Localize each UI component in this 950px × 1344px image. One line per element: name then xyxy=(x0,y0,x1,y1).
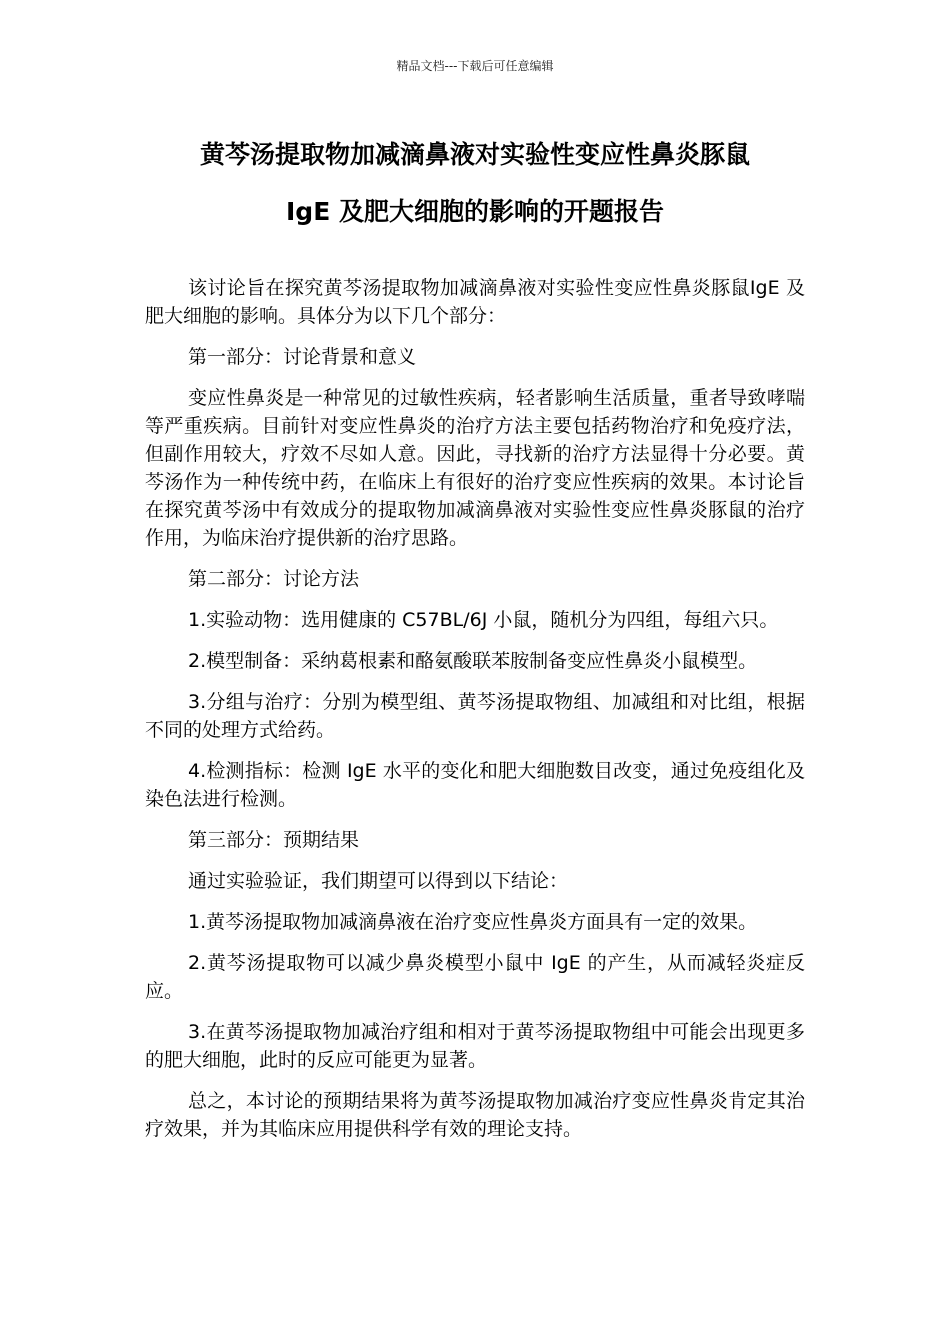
intro-paragraph: 该讨论旨在探究黄芩汤提取物加减滴鼻液对实验性变应性鼻炎豚鼠IgE 及肥大细胞的影响。具体分为以下几个部分： xyxy=(145,277,805,327)
document-title-line-1: 黄芩汤提取物加减滴鼻液对实验性变应性鼻炎豚鼠 xyxy=(199,140,750,169)
method-item-2: 2.模型制备：采纳葛根素和酪氨酸联苯胺制备变应性鼻炎小鼠模型。 xyxy=(188,650,758,672)
document-title-line-2: IgE 及肥大细胞的影响的开题报告 xyxy=(286,197,664,226)
section-heading-part-3: 第三部分：预期结果 xyxy=(188,829,360,851)
section-heading-part-2: 第二部分：讨论方法 xyxy=(188,568,360,590)
expected-intro-paragraph: 通过实验验证，我们期望可以得到以下结论： xyxy=(188,870,569,892)
method-item-1: 1.实验动物：选用健康的 C57BL/6J 小鼠，随机分为四组，每组六只。 xyxy=(188,609,779,631)
conclusion-paragraph: 总之，本讨论的预期结果将为黄芩汤提取物加减治疗变应性鼻炎肯定其治疗效果，并为其临床应用提供科学有效的理论支持。 xyxy=(145,1090,805,1140)
expected-item-3: 3.在黄芩汤提取物加减治疗组和相对于黄芩汤提取物组中可能会出现更多的肥大细胞，此时的反应可能更为显著。 xyxy=(145,1021,805,1071)
expected-item-1: 1.黄芩汤提取物加减滴鼻液在治疗变应性鼻炎方面具有一定的效果。 xyxy=(188,911,758,933)
header-note: 精品文档---下载后可任意编辑 xyxy=(396,59,554,73)
background-paragraph: 变应性鼻炎是一种常见的过敏性疾病，轻者影响生活质量，重者导致哮喘等严重疾病。目前针对变应性鼻炎的治疗方法主要包括药物治疗和免疫疗法，但副作用较大，疗效不尽如人意。因此，寻找新的治疗方法显得十分必要。黄芩汤作为一种传统中药，在临床上有很好的治疗变应性疾病的效果。本讨论旨在探究黄芩汤中有效成分的提取物加减滴鼻液对实验性变应性鼻炎豚鼠的治疗作用，为临床治疗提供新的治疗思路。 xyxy=(145,387,805,549)
method-item-3: 3.分组与治疗：分别为模型组、黄芩汤提取物组、加减组和对比组，根据不同的处理方式给药。 xyxy=(145,691,805,741)
document-body xyxy=(145,274,805,1156)
section-heading-part-1: 第一部分：讨论背景和意义 xyxy=(188,346,417,368)
method-item-4: 4.检测指标：检测 IgE 水平的变化和肥大细胞数目改变，通过免疫组化及染色法进行检测。 xyxy=(145,760,805,810)
expected-item-2: 2.黄芩汤提取物可以减少鼻炎模型小鼠中 IgE 的产生，从而减轻炎症反应。 xyxy=(145,952,805,1002)
